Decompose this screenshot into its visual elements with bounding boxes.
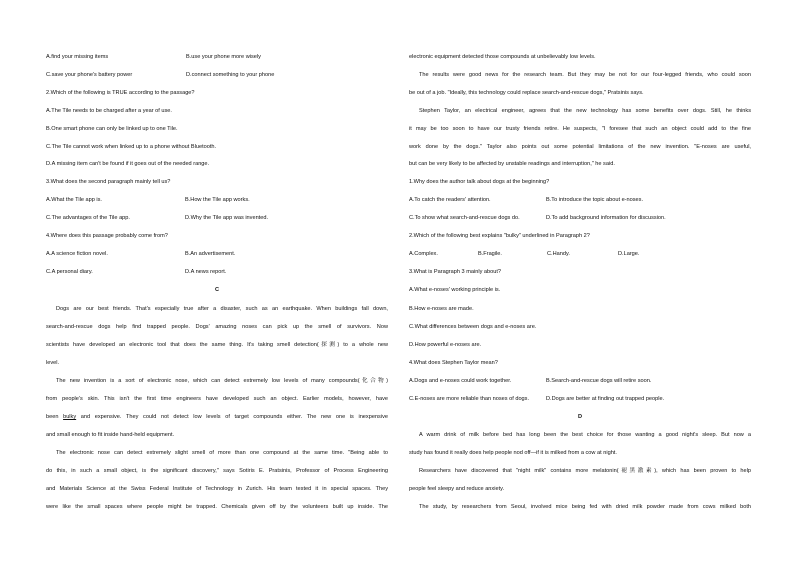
question-stem: 1.Why does the author talk about dogs at the beginning? xyxy=(409,179,550,185)
option-b: B.One smart phone can only be linked up to one Tile. xyxy=(46,126,178,132)
option-d: D.How powerful e-noses are. xyxy=(409,342,482,348)
paragraph-line: be out of a job. "Ideally, this technology could replace search-and-rescue dogs," Pratsinis says. xyxy=(409,90,644,96)
question-options xyxy=(46,268,388,276)
question-options xyxy=(46,53,388,61)
section-heading: D xyxy=(577,414,583,420)
option-b: B.Search-and-rescue dogs will retire soon. xyxy=(546,378,652,384)
option-d: D.Large. xyxy=(618,251,640,257)
option-b: B.use your phone more wisely xyxy=(186,54,261,60)
option-d: D.A news report. xyxy=(185,269,227,275)
option-c: C.E-noses are more reliable than noses of dogs. xyxy=(409,396,530,402)
option-b: B.An advertisement. xyxy=(185,251,236,257)
underlined-word: bulky xyxy=(63,414,77,420)
option-a: A.The Tile needs to be charged after a year of use. xyxy=(46,108,172,114)
question-options xyxy=(409,395,751,403)
question-stem: 2.Which of the following is TRUE according to the passage? xyxy=(46,90,195,96)
paragraph-line: Stephen Taylor, an electrical engineer, agrees that the new technology has some benefits over dogs. Still, he thinks xyxy=(419,108,751,114)
question-options xyxy=(46,71,388,79)
paragraph-line: search-and-rescue dogs help find trapped people. Dogs' amazing noses can pick up the smell of survivors. Now xyxy=(46,324,388,330)
paragraph-line: The electronic nose can detect extremely slight smell of more than one compound at the same time. "Being able to xyxy=(56,450,388,456)
question-options xyxy=(409,196,751,204)
option-c: C.save your phone's battery power xyxy=(46,72,133,78)
option-b: B.Fragile. xyxy=(478,251,502,257)
paragraph-line: The study, by researchers from Seoul, involved mice being fed with dried milk powder made from cows milked both xyxy=(419,504,751,510)
paragraph-line: from people's skin. This isn't the first time engineers have developed such an object. Earlier models, however, have xyxy=(46,396,388,402)
option-b: B.How e-noses are made. xyxy=(409,306,474,312)
option-c: C.The Tile cannot work when linked up to a phone without Bluetooth. xyxy=(46,144,217,150)
paragraph-line: it may be too soon to have our trusty friends retire. He suspects, "I foresee that such an object could add to the fine xyxy=(409,126,751,132)
paragraph-line: The results were good news for the research team. But they may be not for our four-legged friends, who could soon xyxy=(419,72,751,78)
option-a: A.find your missing items xyxy=(46,54,109,60)
paragraph-line xyxy=(46,413,388,421)
text-span: and expensive. They could not detect low levels of target compounds either. The new one is inexpensive xyxy=(76,414,388,420)
option-c: C.What differences between dogs and e-noses are. xyxy=(409,324,537,330)
question-stem: 3.What does the second paragraph mainly tell us? xyxy=(46,179,171,185)
question-options xyxy=(46,250,388,258)
paragraph-line: study has found it really does help people nod off—if it is milked from a cow at night. xyxy=(409,450,617,456)
option-c: C.The advantages of the Tile app. xyxy=(46,215,130,221)
paragraph-line: do this, in such a small object, is the significant discovery," says Sotiris E. Pratsinis, Professor of Process Engineering xyxy=(46,468,388,474)
paragraph-line: electronic equipment detected those compounds at unbelievably low levels. xyxy=(409,54,596,60)
paragraph-line: Dogs are our best friends. That's especially true after a disaster, such as an earthquake. When buildings fall down, xyxy=(56,306,388,312)
question-stem: 2.Which of the following best explains "bulky" underlined in Paragraph 2? xyxy=(409,233,590,239)
option-d: D.To add background information for discussion. xyxy=(546,215,666,221)
option-c: C.To show what search-and-rescue dogs do. xyxy=(409,215,520,221)
option-c: C.A personal diary. xyxy=(46,269,93,275)
question-options xyxy=(409,214,751,222)
option-d: D.connect something to your phone xyxy=(186,72,275,78)
question-stem: 4.Where does this passage probably come from? xyxy=(46,233,168,239)
option-d: D.Why the Tile app was invented. xyxy=(185,215,269,221)
paragraph-line: scientists have developed an electronic tool that does the same thing. It's taking smell detection(探测) to a whole new xyxy=(46,342,388,348)
option-d: D.A missing item can't be found if it goes out of the needed range. xyxy=(46,161,210,167)
question-options xyxy=(409,377,751,385)
paragraph-line: A warm drink of milk before bed has long been the best choice for those wanting a good night's sleep. But now a xyxy=(419,432,751,438)
paragraph-line: and Materials Science at the Swiss Federal Institute of Technology in Zurich. His team tested it in special spaces. They xyxy=(46,486,388,492)
question-stem: 4.What does Stephen Taylor mean? xyxy=(409,360,498,366)
paragraph-line: work done by the dogs." Taylor also points out some potential limitations of the new invention. "E-noses are useful, xyxy=(409,144,751,150)
option-a: A.Dogs and e-noses could work together. xyxy=(409,378,512,384)
paragraph-line: The new invention is a sort of electronic nose, which can detect extremely low levels of many compounds(化合物) xyxy=(56,378,388,384)
option-a: A.What the Tile app is. xyxy=(46,197,102,203)
section-heading: C xyxy=(214,287,220,293)
question-stem: 3.What is Paragraph 3 mainly about? xyxy=(409,269,502,275)
option-d: D.Dogs are better at finding out trapped people. xyxy=(546,396,665,402)
option-a: A.A science fiction novel. xyxy=(46,251,108,257)
paragraph-line: but can be very likely to be affected by unstable readings and interruption," he said. xyxy=(409,161,615,167)
option-b: B.How the Tile app works. xyxy=(185,197,250,203)
text-span: been xyxy=(46,414,64,420)
paragraph-line: were like the small spaces where people might be trapped. Chemicals given off by the volunteers built up inside. The xyxy=(46,504,388,510)
option-b: B.To introduce the topic about e-noses. xyxy=(546,197,644,203)
option-a: A.Complex. xyxy=(409,251,438,257)
paragraph-line: people feel sleepy and reduce anxiety. xyxy=(409,486,505,492)
paragraph-line: and small enough to fit inside hand-held equipment. xyxy=(46,432,175,438)
question-options xyxy=(409,250,751,258)
question-options xyxy=(46,196,388,204)
option-a: A.To catch the readers' attention. xyxy=(409,197,491,203)
paragraph-line: level. xyxy=(46,360,60,366)
option-a: A.What e-noses' working principle is. xyxy=(409,287,501,293)
paragraph-line: Researchers have discovered that "night milk" contains more melatonin(褪黑激素), which has been proven to help xyxy=(419,468,751,474)
option-c: C.Handy. xyxy=(547,251,570,257)
question-options xyxy=(46,214,388,222)
